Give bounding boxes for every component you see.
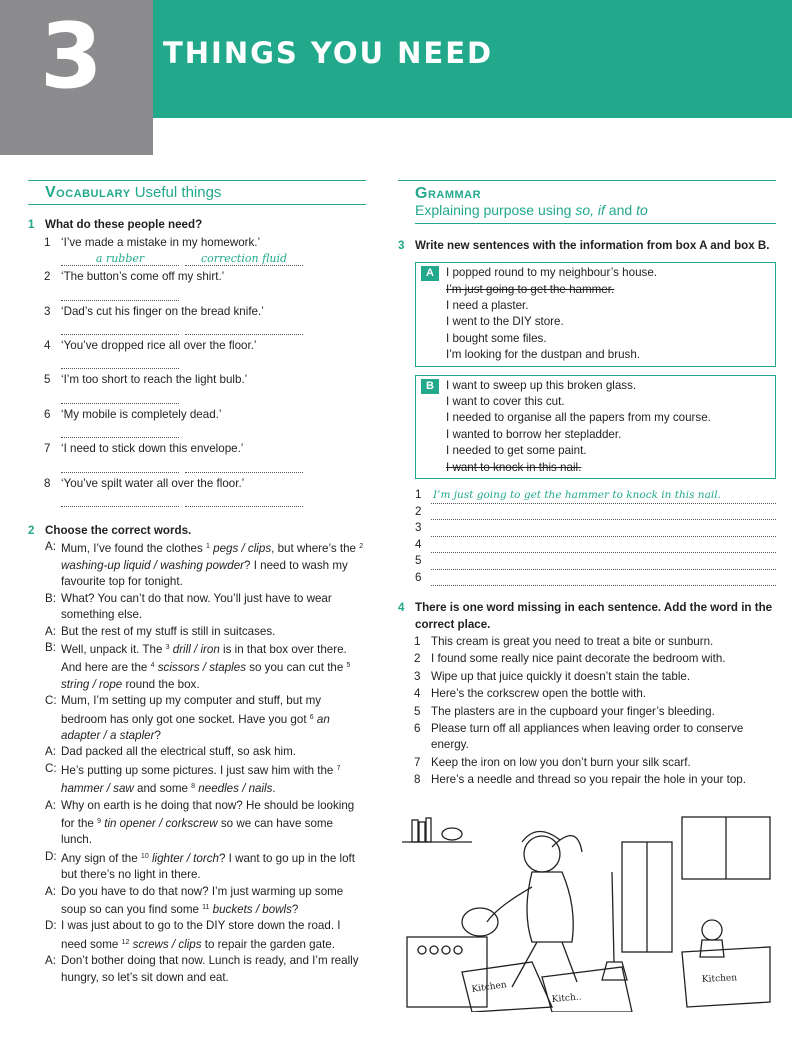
answer-text: I’m just going to get the hammer to knock in this nail.: [433, 489, 721, 502]
answer-lines: [28, 320, 366, 337]
word-choice[interactable]: washing-up liquid / washing powder: [61, 558, 245, 572]
answer-field[interactable]: [431, 556, 776, 570]
dialogue-text: , but where’s the: [271, 542, 360, 556]
box-label-kitchen-2: Kitch..: [551, 992, 582, 1005]
dialogue-text: round the box.: [122, 677, 200, 691]
dialogue-line: [28, 918, 366, 953]
speaker-label: A:: [45, 954, 56, 968]
box-b-sentence: I needed to organise all the papers from my course.: [446, 411, 711, 425]
item-number: 1: [414, 634, 421, 648]
answer-lines: [28, 251, 366, 268]
speaker-label: C:: [45, 761, 57, 775]
word-choice[interactable]: an adapter / a stapler: [61, 712, 330, 742]
exercise-number: 2: [28, 524, 35, 538]
subtitle-keywords: so, if: [575, 202, 605, 219]
answer-number: 2: [415, 504, 422, 518]
item-number: 3: [414, 669, 421, 683]
exercise-instruction: Write new sentences with the information from box A and box B.: [415, 238, 770, 252]
speaker-label: A:: [45, 884, 56, 898]
exercise-number: 3: [398, 238, 405, 252]
item-number: 2: [44, 270, 51, 284]
item-number: 8: [414, 773, 421, 787]
question-item: [28, 441, 366, 457]
speaker-label: D:: [45, 919, 57, 933]
box-b-sentence: I want to knock in this nail.: [446, 460, 582, 474]
question-item: [28, 407, 366, 423]
answer-lines: [28, 354, 366, 371]
grammar-heading: [398, 180, 776, 224]
unit-title: THINGS YOU NEED: [163, 36, 494, 70]
word-choice[interactable]: string / rope: [61, 677, 123, 691]
subtitle-keyword: to: [636, 202, 648, 219]
dialogue-text: He’s putting up some pictures. I just saw him with the: [61, 763, 337, 777]
answer-field[interactable]: [61, 286, 179, 301]
exercise-4-list: [398, 634, 776, 789]
speaker-label: A:: [45, 745, 56, 759]
kitchen-illustration: [402, 812, 774, 1012]
word-choice[interactable]: screws / clips: [129, 937, 202, 951]
dialogue-text: to repair the garden gate.: [201, 937, 335, 951]
gap-number: 6: [309, 713, 314, 721]
dialogue-text: .: [272, 782, 276, 796]
speaker-label: B:: [45, 591, 56, 605]
item-text: ‘I need to stick down this envelope.’: [61, 442, 244, 456]
exercise-2-heading: [28, 523, 366, 539]
gap-number: 5: [346, 662, 351, 670]
answer-number: 5: [415, 554, 422, 568]
item-number: 4: [44, 339, 51, 353]
vocabulary-title: Vocabulary: [45, 184, 131, 201]
item-text: The plasters are in the cupboard your finger’s bleeding.: [431, 704, 715, 718]
answer-text: a rubber: [95, 251, 145, 265]
exercise-instruction: Choose the correct words.: [45, 524, 192, 538]
dialogue-text: so you can cut the: [246, 661, 347, 675]
exercise-number: 1: [28, 218, 35, 232]
answer-field[interactable]: [431, 490, 776, 504]
dialogue-text: ?: [154, 728, 161, 742]
exercise-instruction: What do these people need?: [45, 218, 203, 232]
answer-row: [398, 504, 776, 521]
dialogue-line: [28, 744, 366, 760]
dialogue-text: ? I need to wash my favourite top for tonight.: [61, 558, 348, 589]
dialogue-text: Don’t bother doing that now. Lunch is ready, and I’m really hungry, so let’s sit down and eat.: [61, 954, 359, 984]
item-text: ‘You’ve spilt water all over the floor.’: [61, 476, 245, 490]
box-b: [415, 375, 776, 479]
item-number: 4: [414, 687, 421, 701]
dialogue-text: Why on earth is he doing that now? He should be looking for the: [61, 798, 355, 830]
item-number: 2: [414, 652, 421, 666]
answer-field[interactable]: [61, 458, 179, 473]
word-choice[interactable]: scissors / staples: [154, 661, 246, 675]
answer-number: 1: [415, 488, 422, 502]
answer-text: correction fluid: [200, 251, 288, 265]
dialogue-text: Well, unpack it. The: [61, 642, 166, 656]
exercise-3-heading: [398, 238, 776, 254]
dialogue-line: [28, 640, 366, 693]
sentence-item: [398, 704, 776, 720]
box-b-sentence: I wanted to borrow her stepladder.: [446, 427, 622, 441]
box-a-sentence: I popped round to my neighbour’s house.: [446, 266, 657, 280]
gap-number: 10: [140, 852, 149, 860]
word-choice[interactable]: needles / nails: [195, 782, 273, 796]
answer-lines: [28, 492, 366, 509]
item-text: ‘I’ve made a mistake in my homework.’: [61, 235, 261, 249]
dialogue-text: ? I want to go up in the loft but there’s no light in there.: [61, 851, 355, 882]
word-choice[interactable]: lighter / torch: [148, 851, 219, 865]
item-text: Here’s a needle and thread so you repair the hole in your top.: [431, 773, 746, 787]
gap-number: 2: [359, 543, 364, 551]
item-number: 8: [44, 476, 51, 490]
item-text: Please turn off all appliances when leaving order to conserve energy.: [431, 721, 744, 752]
word-choice[interactable]: pegs / clips: [209, 542, 272, 556]
box-label-kitchen-3: Kitchen: [701, 973, 738, 985]
gap-number: 11: [202, 904, 210, 911]
dialogue-line: [28, 624, 366, 640]
dialogue-text: Mum, I’m setting up my computer and stuff, but my bedroom has only got one socket. Have you got: [61, 694, 322, 726]
box-a-sentence: I’m just going to get the hammer.: [446, 282, 615, 296]
speaker-label: D:: [45, 849, 57, 863]
speaker-label: A:: [45, 798, 56, 812]
speaker-label: C:: [45, 694, 57, 708]
item-number: 5: [414, 704, 421, 718]
gap-number: 3: [165, 643, 170, 651]
unit-number: 3: [40, 4, 103, 109]
item-text: Here’s the corkscrew open the bottle with.: [431, 687, 647, 701]
box-a: [415, 262, 776, 366]
speaker-label: A:: [45, 540, 56, 554]
answer-field[interactable]: [61, 492, 179, 507]
box-b-list: [446, 378, 775, 476]
answer-lines: [28, 389, 366, 406]
gap-number: 8: [191, 783, 196, 791]
sentence-item: [398, 755, 776, 771]
answer-field[interactable]: [185, 458, 303, 473]
dialogue-line: [28, 591, 366, 624]
question-item: [28, 372, 366, 388]
dialogue-line: [28, 953, 366, 986]
dialogue-line: [28, 798, 366, 849]
box-a-sentence: I went to the DIY store.: [446, 315, 564, 329]
item-number: 7: [414, 755, 421, 769]
answer-field[interactable]: [431, 539, 776, 553]
box-label-kitchen-1: Kitchen: [471, 980, 508, 995]
answer-field[interactable]: [185, 492, 303, 507]
box-a-sentence: I’m looking for the dustpan and brush.: [446, 348, 640, 362]
item-text: ‘I’m too short to reach the light bulb.’: [61, 373, 248, 387]
grammar-title: Grammar: [415, 185, 482, 202]
answer-field[interactable]: [61, 354, 179, 369]
word-choice[interactable]: tin opener / corkscrew: [101, 816, 218, 830]
subtitle-text: and: [604, 202, 637, 219]
exercise-number: 4: [398, 601, 405, 615]
answer-row: [398, 570, 776, 587]
word-choice[interactable]: buckets / bowls: [209, 903, 292, 916]
exercise-1-heading: [28, 217, 366, 233]
item-text: Keep the iron on low you don’t burn your silk scarf.: [431, 755, 691, 769]
answer-field[interactable]: [431, 572, 776, 586]
question-item: [28, 338, 366, 354]
exercise-2-dialogue: [28, 539, 366, 986]
question-item: [28, 235, 366, 251]
box-a-list: [446, 265, 775, 363]
dialogue-line: [28, 693, 366, 744]
item-text: ‘The button’s come off my shirt.’: [61, 270, 225, 284]
answer-field[interactable]: [61, 251, 179, 266]
answer-row: [398, 487, 776, 504]
dialogue-line: [28, 761, 366, 798]
unit-number-box: [0, 0, 153, 155]
exercise-1-list: [28, 235, 366, 509]
answer-field[interactable]: [185, 320, 303, 335]
word-choice[interactable]: hammer / saw: [61, 782, 134, 796]
item-number: 1: [44, 235, 51, 249]
answer-number: 4: [415, 537, 422, 551]
answer-field[interactable]: [431, 523, 776, 537]
item-number: 6: [414, 721, 421, 735]
answer-lines: [28, 423, 366, 440]
item-text: This cream is great you need to treat a bite or sunburn.: [431, 634, 714, 648]
dialogue-line: [28, 884, 366, 919]
title-bar: [153, 0, 792, 118]
speaker-label: B:: [45, 640, 56, 654]
grammar-column: [398, 180, 776, 789]
answer-row: [398, 520, 776, 537]
item-text: ‘Dad’s cut his finger on the bread knife.’: [61, 304, 264, 318]
sentence-item: [398, 686, 776, 702]
answer-field[interactable]: [431, 506, 776, 520]
answer-lines: [28, 458, 366, 475]
box-b-sentence: I want to cover this cut.: [446, 395, 565, 409]
answer-number: 6: [415, 570, 422, 584]
dialogue-text: But the rest of my stuff is still in suitcases.: [61, 624, 276, 638]
box-b-sentence: I needed to get some paint.: [446, 444, 587, 458]
box-a-label: A: [421, 266, 439, 281]
item-number: 5: [44, 373, 51, 387]
vocabulary-column: [28, 180, 366, 986]
box-b-sentence: I want to sweep up this broken glass.: [446, 378, 637, 392]
dialogue-line: [28, 849, 366, 884]
gap-number: 4: [150, 662, 155, 670]
gap-number: 9: [97, 817, 101, 825]
item-text: ‘You’ve dropped rice all over the floor.’: [61, 339, 257, 353]
dialogue-text: Any sign of the: [61, 851, 141, 865]
sentence-item: [398, 634, 776, 650]
word-choice[interactable]: drill / iron: [169, 642, 220, 656]
item-number: 3: [44, 304, 51, 318]
answer-lines: [28, 286, 366, 303]
sentence-item: [398, 721, 776, 754]
dialogue-text: I was just about to go to the DIY store down the road. I need some: [61, 919, 341, 951]
grammar-subtitle: [415, 202, 776, 223]
question-item: [28, 304, 366, 320]
question-item: [28, 269, 366, 285]
gap-number: 1: [206, 543, 210, 551]
dialogue-text: Do you have to do that now? I’m just warming up some soup so can you find some: [61, 884, 344, 916]
answer-row: [398, 553, 776, 570]
item-text: ‘My mobile is completely dead.’: [61, 407, 222, 421]
answer-number: 3: [415, 521, 422, 535]
sentence-item: [398, 651, 776, 667]
item-number: 7: [44, 442, 51, 456]
gap-number: 7: [336, 764, 341, 772]
box-a-sentence: I bought some files.: [446, 331, 547, 345]
answer-field[interactable]: [185, 251, 303, 266]
item-text: Wipe up that juice quickly it doesn’t stain the table.: [431, 669, 691, 683]
answer-row: [398, 537, 776, 554]
box-b-label: B: [421, 379, 439, 394]
dialogue-text: Dad packed all the electrical stuff, so ask him.: [61, 745, 296, 759]
dialogue-line: [28, 539, 366, 590]
item-text: I found some really nice paint decorate the bedroom with.: [431, 652, 726, 666]
exercise-instruction: There is one word missing in each sentence. Add the word in the correct place.: [415, 601, 773, 631]
sentence-item: [398, 772, 776, 788]
dialogue-text: is in that box over there. And here are the: [61, 642, 347, 675]
dialogue-text: and some: [133, 782, 192, 796]
gap-number: 12: [121, 938, 130, 946]
answer-field[interactable]: [61, 320, 179, 335]
vocabulary-subtitle: Useful things: [134, 184, 222, 201]
vocabulary-heading: [28, 180, 366, 205]
page-header: [0, 0, 792, 155]
question-item: [28, 476, 366, 492]
speaker-label: A:: [45, 624, 56, 638]
exercise-3-answers: [398, 487, 776, 586]
sentence-item: [398, 669, 776, 685]
answer-field[interactable]: [61, 423, 179, 438]
item-number: 6: [44, 407, 51, 421]
dialogue-text: so we can have some lunch.: [61, 816, 333, 847]
subtitle-text: Explaining purpose using: [415, 202, 576, 219]
answer-field[interactable]: [61, 389, 179, 404]
box-a-sentence: I need a plaster.: [446, 299, 529, 313]
dialogue-text: Mum, I’ve found the clothes: [61, 542, 206, 556]
dialogue-text: ?: [291, 903, 299, 916]
dialogue-text: What? You can’t do that now. You’ll just have to wear something else.: [61, 591, 332, 622]
exercise-4-heading: [398, 600, 776, 633]
